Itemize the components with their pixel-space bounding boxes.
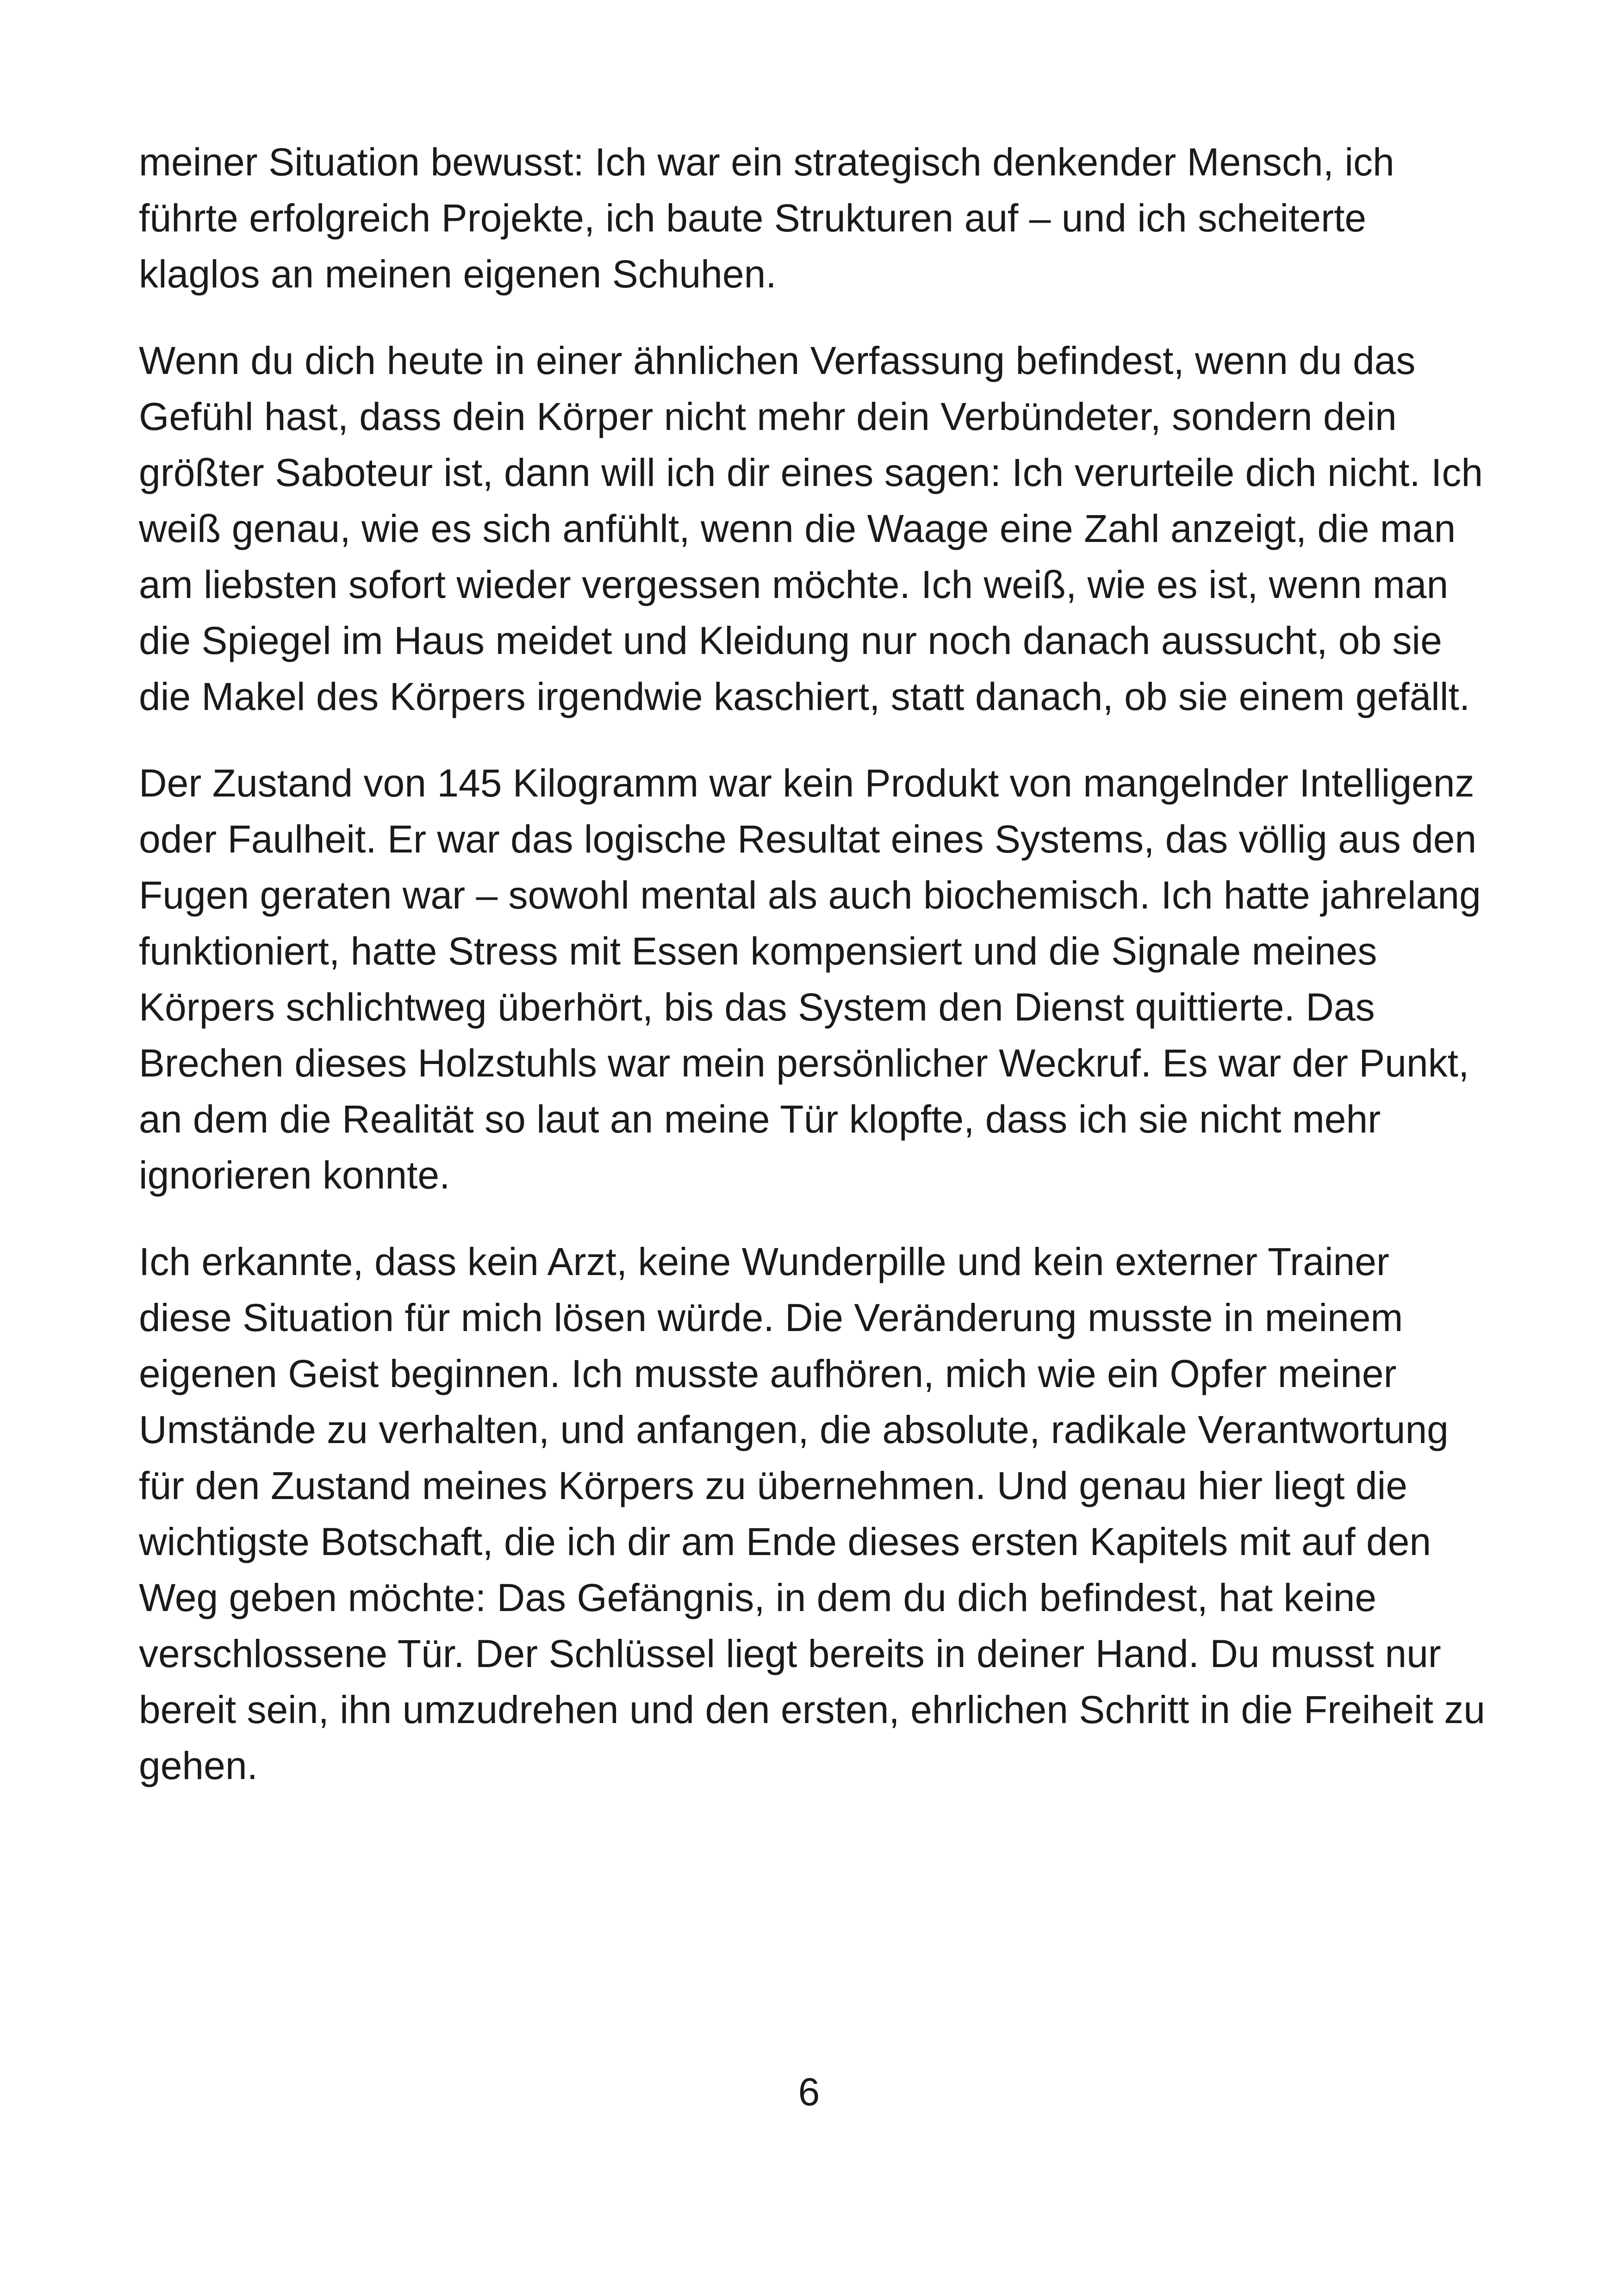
- paragraph-4: Ich erkannte, dass kein Arzt, keine Wunderpille und kein externer Trainer diese Situation für mich lösen würde. Die Veränderung musste in meinem eigenen Geist beginnen. Ich musste aufhören, mich wie ein Opfer meiner Umstände zu verhalten, und anfangen, die absolute, radikale Verantwortung für den Zustand meines Körpers zu übernehmen. Und genau hier liegt die wichtigste Botschaft, die ich dir am Ende dieses ersten Kapitels mit auf den Weg geben möchte: Das Gefängnis, in dem du dich befindest, hat keine verschlossene Tür. Der Schlüssel liegt bereits in deiner Hand. Du musst nur bereit sein, ihn umzudrehen und den ersten, ehrlichen Schritt in die Freiheit zu gehen.: [139, 1240, 1485, 1787]
- paragraph-3: Der Zustand von 145 Kilogramm war kein Produkt von mangelnder Intelligenz oder Faulheit. Er war das logische Resultat eines Systems, das völlig aus den Fugen geraten war – sowohl mental als auch biochemisch. Ich hatte jahrelang funktioniert, hatte Stress mit Essen kompensiert und die Signale meines Körpers schlichtweg überhört, bis das System den Dienst quittierte. Das Brechen dieses Holzstuhls war mein persönlicher Weckruf. Es war der Punkt, an dem die Realität so laut an meine Tür klopfte, dass ich sie nicht mehr ignorieren konnte.: [139, 761, 1481, 1197]
- body-text: [139, 134, 1490, 1824]
- paragraph-1: meiner Situation bewusst: Ich war ein strategisch denkender Mensch, ich führte erfolgreich Projekte, ich baute Strukturen auf – und ich scheiterte klaglos an meinen eigenen Schuhen.: [139, 140, 1394, 296]
- page-number: 6: [798, 2070, 820, 2114]
- paragraph-2: Wenn du dich heute in einer ähnlichen Verfassung befindest, wenn du das Gefühl hast, dass dein Körper nicht mehr dein Verbündeter, sondern dein größter Saboteur ist, dann will ich dir eines sagen: Ich verurteile dich nicht. Ich weiß genau, wie es sich anfühlt, wenn die Waage eine Zahl anzeigt, die man am liebsten sofort wieder vergessen möchte. Ich weiß, wie es ist, wenn man die Spiegel im Haus meidet und Kleidung nur noch danach aussucht, ob sie die Makel des Körpers irgendwie kaschiert, statt danach, ob sie einem gefällt.: [139, 339, 1483, 718]
